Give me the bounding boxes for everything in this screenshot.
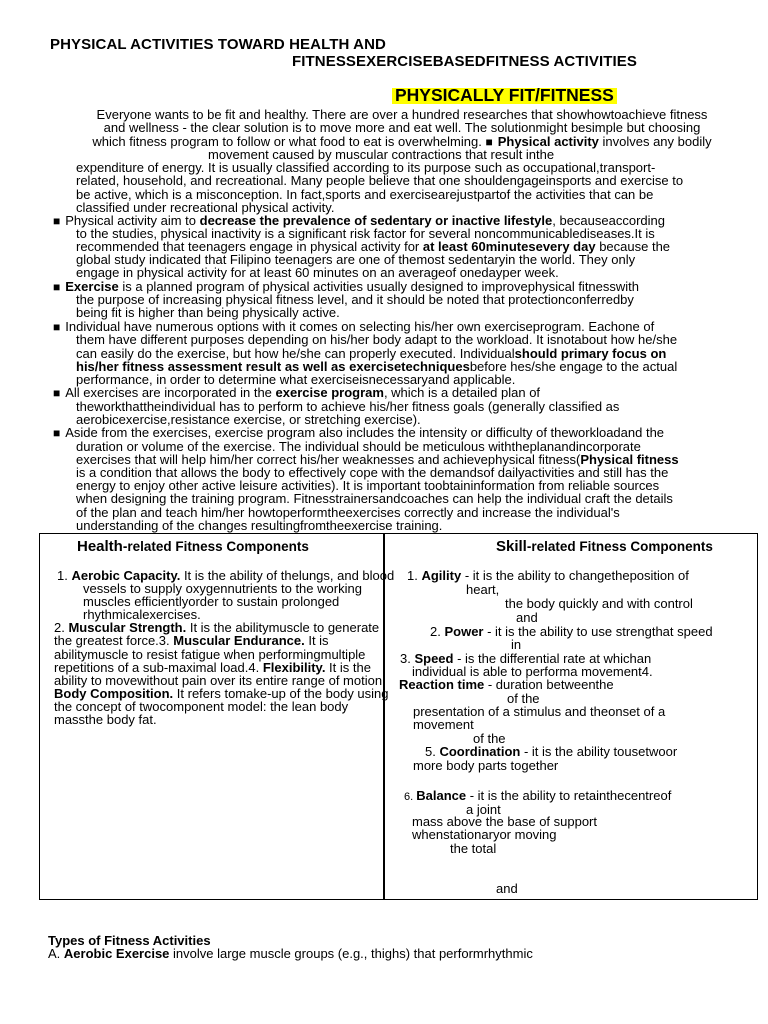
- text-line: to the studies, physical inactivity is a significant risk factor for several noncommunicablediseases.It is: [76, 226, 655, 241]
- text-line: understanding of the changes resultingfromtheexercise training.: [76, 518, 443, 533]
- document-title-line1: PHYSICAL ACTIVITIES TOWARD HEALTH AND: [50, 36, 386, 53]
- bold-term: Muscular Endurance.: [173, 633, 305, 648]
- table-line: vessels to supply oxygennutrients to the working: [83, 581, 362, 596]
- table-line: [430, 625, 713, 638]
- table-line: the body quickly and with control: [505, 596, 693, 611]
- table-line: in: [511, 637, 522, 652]
- text-span: is a planned program of physical activities usually designed to improvephysical fitnesswith: [118, 279, 640, 294]
- text-span: It is: [304, 633, 329, 648]
- text-line: being fit is higher than being physically active.: [76, 305, 340, 320]
- skill-column-header: [496, 540, 713, 553]
- text-line: movement caused by muscular contractions that result inthe: [208, 147, 555, 162]
- table-line: movement: [413, 717, 474, 732]
- table-line: [399, 678, 614, 691]
- bold-term: decrease the prevalence of sedentary or inactive lifestyle: [199, 213, 553, 228]
- table-line: [425, 745, 677, 758]
- text-span: exercises that will help him/her correct his/her weaknesses and achievephysical fitness(: [76, 452, 581, 467]
- text-span: which fitness program to follow or what food to eat is overwhelming.: [92, 134, 482, 149]
- text-span: 5.: [425, 744, 440, 759]
- bold-term: Body Composition.: [54, 686, 174, 701]
- table-line: [404, 789, 671, 804]
- text-span: recommended that teenagers engage in physical activity for: [76, 239, 423, 254]
- table-line: individual is able to performa movement4.: [412, 664, 653, 679]
- table-line: of the: [507, 691, 540, 706]
- text-line: aerobicexercise,resistance exercise, or stretching exercise).: [76, 412, 421, 427]
- bold-term: Speed: [414, 651, 454, 666]
- text-span: A.: [48, 946, 64, 961]
- text-span: It refers tomake-up of the body using: [173, 686, 389, 701]
- health-column-header: [77, 540, 309, 553]
- text-span: Individual have numerous options with it comes on selecting his/her own exerciseprogram. Eachone of: [65, 319, 655, 334]
- table-line: massthe body fat.: [54, 712, 157, 727]
- bold-term: his/her fitness assessment result as well as exercisetechniques: [76, 359, 470, 374]
- text-span: 1.: [407, 568, 422, 583]
- text-span: because the: [595, 239, 671, 254]
- text-line: when designing the training program. Fitnesstrainersandcoaches can help the individual craft the details: [76, 491, 673, 506]
- header-emphasis: Skill: [496, 538, 527, 555]
- text-span: 2.: [430, 624, 445, 639]
- table-line: abilitymuscle to resist fatigue when performingmultiple: [54, 647, 366, 662]
- table-line: more body parts together: [413, 758, 559, 773]
- text-span: repetitions of a sub-maximal load.4.: [54, 660, 263, 675]
- text-span: All exercises are incorporated in the: [65, 385, 276, 400]
- text-line: the purpose of increasing physical fitness level, and it should be noted that protectionconferredby: [76, 292, 634, 307]
- table-line: ability to movewithout pain over its entire range of motion: [54, 673, 383, 688]
- bold-term: Physical activity: [497, 134, 599, 149]
- text-span: can easily do the exercise, but how he/she can properly executed. Individual: [76, 346, 515, 361]
- text-line: is a condition that allows the body to effectively cope with the demandsof dailyactivities and still has the: [76, 465, 669, 480]
- text-line: energy to enjoy other active leisure activities). It is important toobtaininformation from reliable sources: [76, 478, 660, 493]
- table-line: the concept of twocomponent model: the lean body: [54, 699, 349, 714]
- bold-term: at least 60minutesevery day: [422, 239, 596, 254]
- table-line: of the: [473, 731, 506, 746]
- text-line: and wellness - the clear solution is to move more and eat well. The solutionmight besimple but choosing: [103, 120, 701, 135]
- bold-term: should primary focus on: [514, 346, 667, 361]
- table-line: muscles efficientlyorder to sustain prolonged: [83, 594, 340, 609]
- text-span: Physical activity aim to: [65, 213, 200, 228]
- text-span: before hes/she engage to the actual: [469, 359, 678, 374]
- bold-term: Reaction time: [399, 677, 485, 692]
- text-line: duration or volume of the exercise. The individual should be meticulous withtheplanandincorporate: [76, 439, 641, 454]
- table-line: [54, 634, 329, 647]
- bold-term: Flexibility.: [262, 660, 326, 675]
- bullet-icon: [53, 425, 65, 440]
- text-line: of the plan and teach him/her howtoperformtheexercises correctly and increase the individual's: [76, 505, 620, 520]
- aerobic-exercise-line: [48, 947, 533, 960]
- table-column-divider: [383, 533, 385, 900]
- bold-term: Exercise: [65, 279, 119, 294]
- text-span: 1.: [57, 568, 72, 583]
- bullet-icon: [53, 213, 65, 228]
- document-title-line2: FITNESSEXERCISEBASEDFITNESS ACTIVITIES: [292, 53, 637, 70]
- text-span: - it is the ability to retainthecentreof: [466, 788, 672, 803]
- bold-term: Balance: [416, 788, 467, 803]
- text-line: theworkthattheindividual has to perform to achieve his/her fitness goals (generally classified as: [76, 399, 620, 414]
- text-span: It is the abilitymuscle to generate: [186, 620, 380, 635]
- table-line: heart,: [466, 582, 500, 597]
- table-line: [407, 569, 689, 582]
- bold-term: Muscular Strength.: [68, 620, 187, 635]
- bold-term: Coordination: [439, 744, 521, 759]
- text-span: It is the: [325, 660, 371, 675]
- text-line: them have different purposes depending on his/her body adapt to the workload. It isnotabout how he/she: [76, 332, 678, 347]
- table-line: the total: [450, 841, 497, 856]
- text-span: - it is the ability to use strengthat speed: [483, 624, 713, 639]
- text-span: 6.: [404, 791, 417, 803]
- text-span: , becauseaccording: [552, 213, 665, 228]
- table-line: mass above the base of support: [412, 814, 598, 829]
- bold-term: Aerobic Capacity.: [71, 568, 181, 583]
- table-line: whenstationaryor moving: [412, 827, 557, 842]
- text-line: related, household, and recreational. Many people believe that one shouldengageinsports and exercise to: [76, 173, 684, 188]
- bullet-icon: [53, 279, 65, 294]
- bold-term: Power: [444, 624, 484, 639]
- text-line: be active, which is a misconception. In fact,sports and exercisearejustpartof the activities that can be: [76, 187, 654, 202]
- text-span: - duration betweenthe: [484, 677, 614, 692]
- text-span: It is the ability of thelungs, and blood: [180, 568, 395, 583]
- text-span: - is the differential rate at whichan: [453, 651, 652, 666]
- text-span: Aside from the exercises, exercise program also includes the intensity or difficulty of theworkloadand the: [65, 425, 665, 440]
- table-line: rhythmicalexercises.: [83, 607, 201, 622]
- table-line: a joint: [466, 802, 501, 817]
- text-line: performance, in order to determine what exerciseisnecessaryand applicable.: [76, 372, 516, 387]
- text-span: 2.: [54, 620, 69, 635]
- text-span: - it is the ability to changetheposition of: [461, 568, 689, 583]
- text-line: engage in physical activity for at least 60 minutes on an averageof onedayper week.: [76, 265, 559, 280]
- bold-term: Physical fitness: [580, 452, 679, 467]
- header-rest: -related Fitness Components: [122, 539, 309, 554]
- text-span: the greatest force.3.: [54, 633, 174, 648]
- types-heading: Types of Fitness Activities: [48, 933, 211, 948]
- text-line: global study indicated that Filipino teenagers are one of themost sedentaryin the world. They only: [76, 252, 636, 267]
- table-line: and: [496, 881, 518, 896]
- bullet-icon: [53, 319, 65, 334]
- text-span: 3.: [400, 651, 415, 666]
- bold-term: Aerobic Exercise: [63, 946, 170, 961]
- bold-term: exercise program: [275, 385, 384, 400]
- bold-term: Agility: [421, 568, 462, 583]
- text-line: expenditure of energy. It is usually classified according to its purpose such as occupational,transport-: [76, 160, 656, 175]
- text-span: - it is the ability tousetwoor: [520, 744, 678, 759]
- highlighted-section-heading: PHYSICALLY FIT/FITNESS: [392, 88, 617, 104]
- header-emphasis: Health: [77, 538, 123, 555]
- header-rest: -related Fitness Components: [526, 539, 713, 554]
- text-span: involves any bodily: [598, 134, 712, 149]
- text-line: Everyone wants to be fit and healthy. There are over a hundred researches that showhowtoachieve fitness: [96, 107, 708, 122]
- table-line: presentation of a stimulus and theonset of a: [413, 704, 666, 719]
- bullet-icon: [53, 385, 65, 400]
- table-line: and: [516, 610, 538, 625]
- text-span: involve large muscle groups (e.g., thighs) that performrhythmic: [169, 946, 533, 961]
- text-line: classified under recreational physical activity.: [76, 200, 335, 215]
- text-span: , which is a detailed plan of: [383, 385, 541, 400]
